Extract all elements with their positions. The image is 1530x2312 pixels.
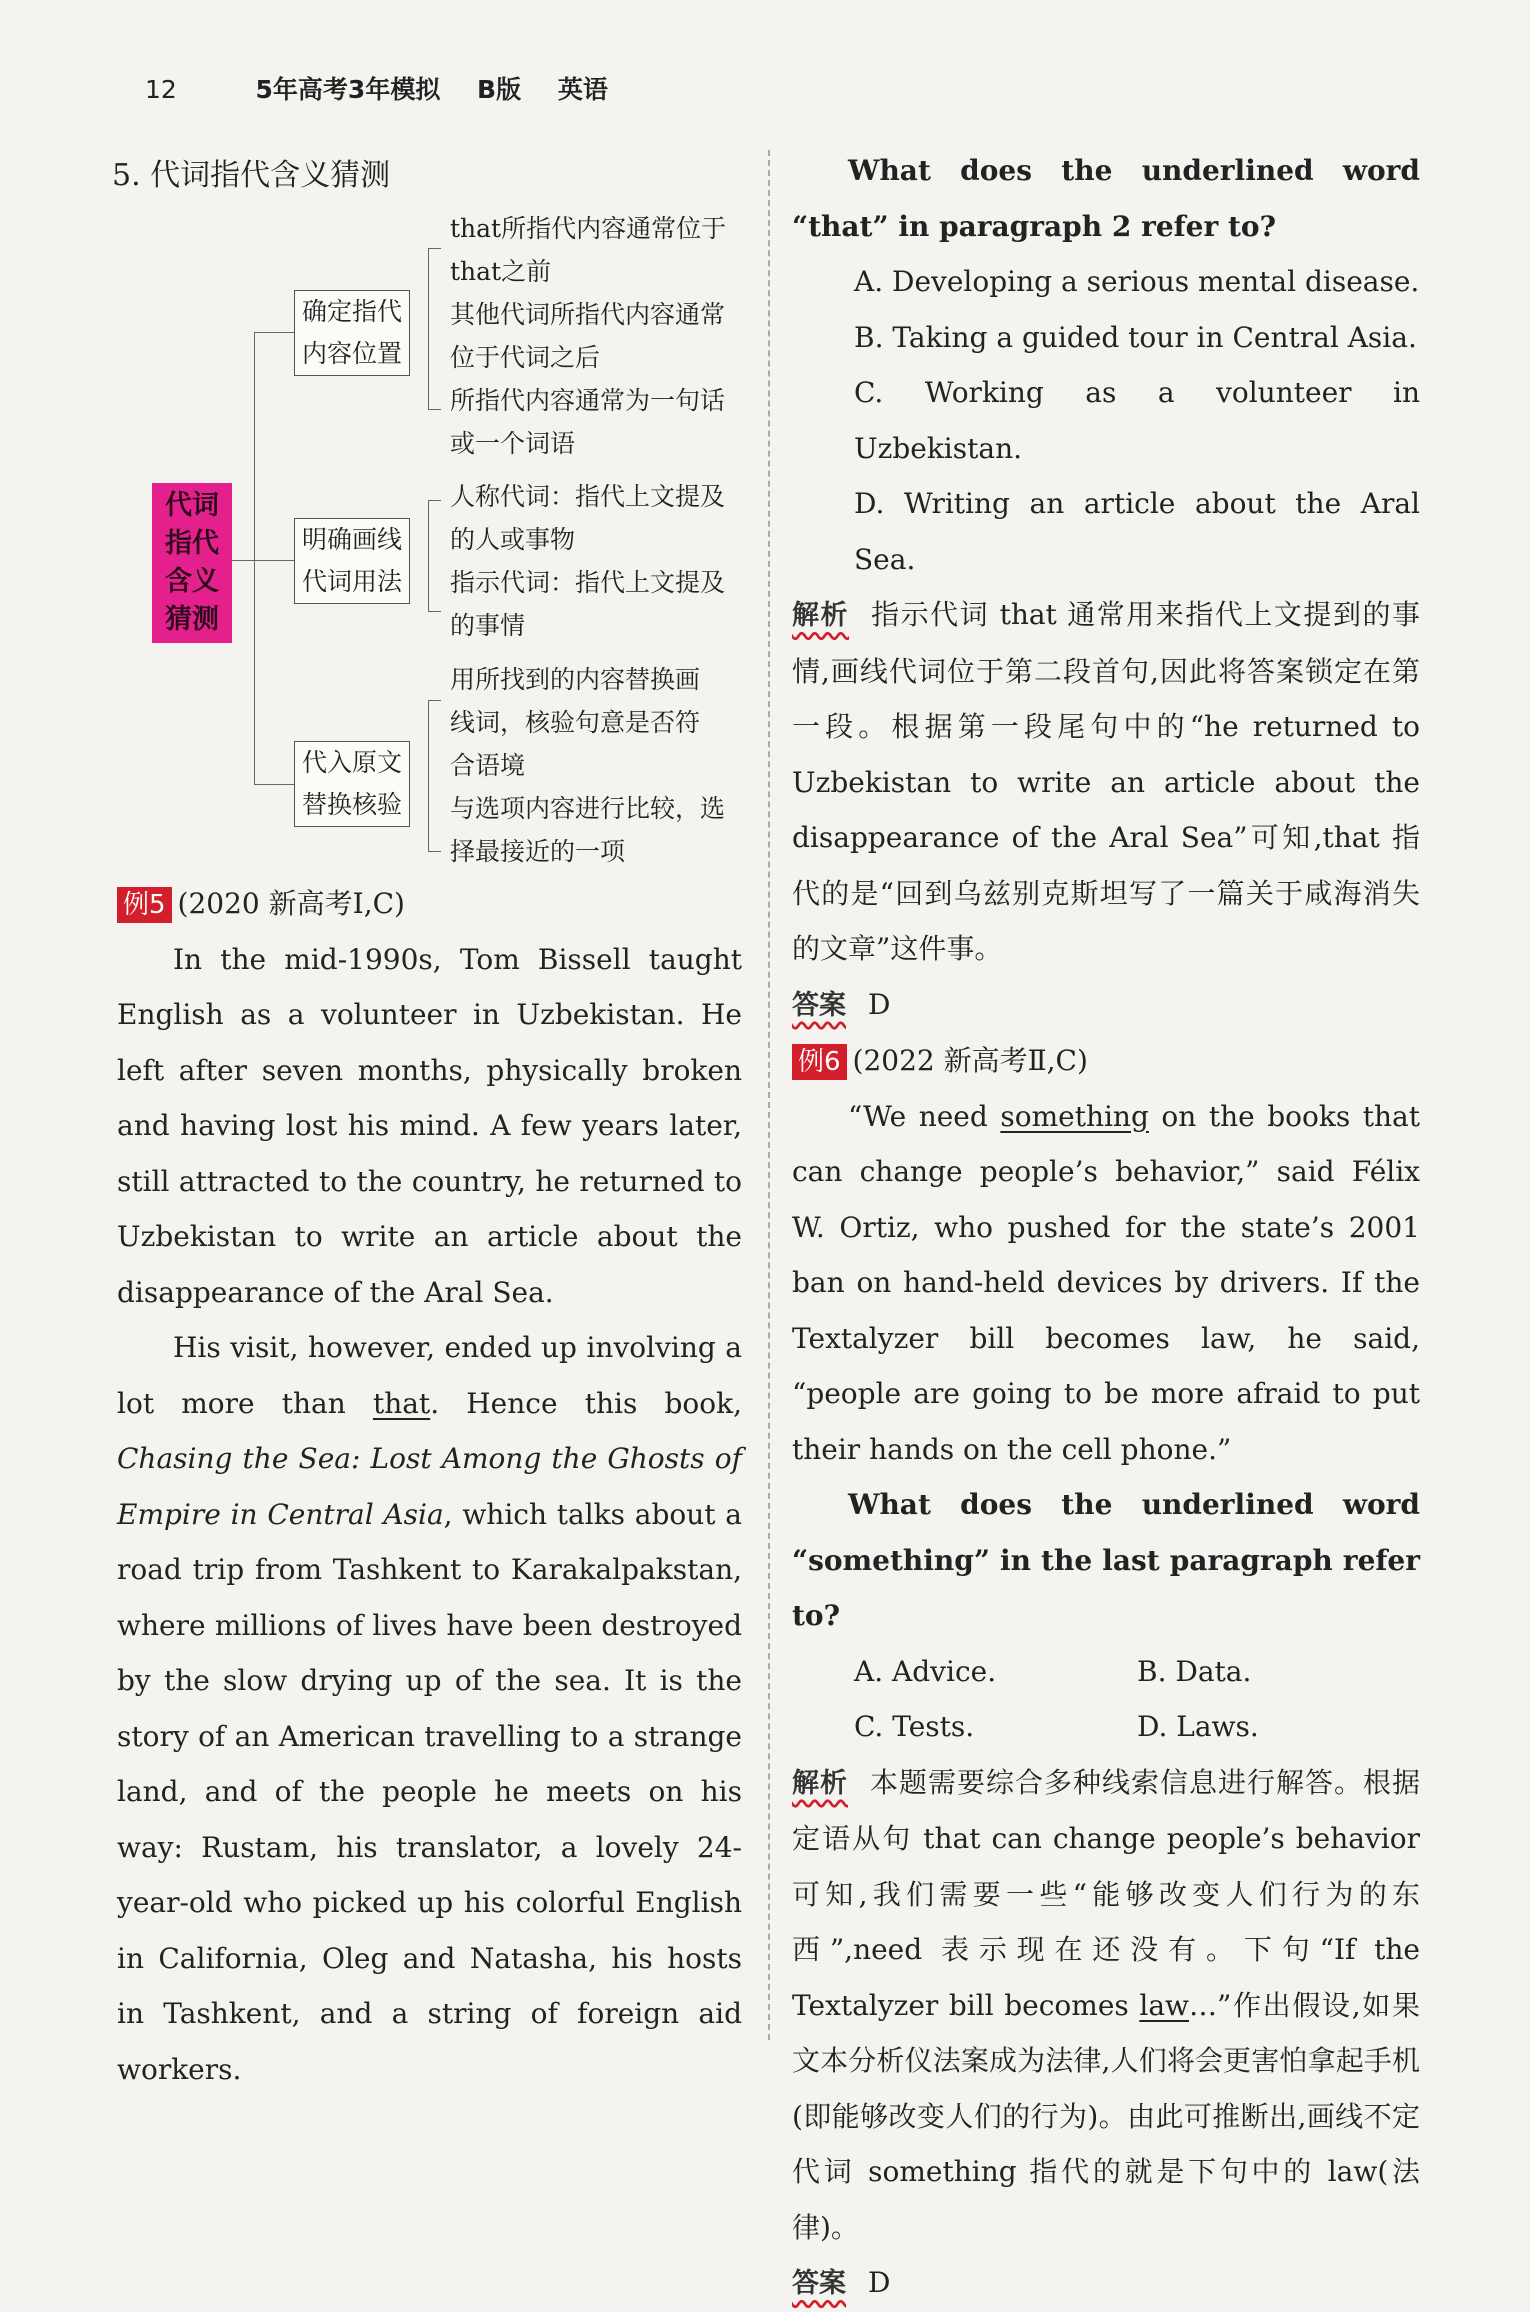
option-d: D. Writing an article about the Aral Sea. — [854, 487, 1420, 576]
example6-label: 例6 — [792, 1044, 847, 1080]
option-row — [792, 1644, 1420, 1700]
book-title-italic: Chasing the Sea: Lost Among the Ghosts of Empire in Central Asia — [117, 1442, 742, 1531]
leaf-line: 线词，核验句意是否符 — [450, 708, 701, 737]
analysis-tag: 解析 — [792, 600, 850, 631]
mindmap-root — [152, 483, 232, 643]
example5-answer — [792, 977, 1420, 1034]
connector — [232, 560, 254, 561]
example6-source: (2022 新高考Ⅱ,C) — [852, 1044, 1088, 1077]
root-line: 代词 — [165, 490, 219, 521]
branch-label: 内容位置 — [301, 339, 402, 368]
analysis-text: …”作出假设,如果文本分析仪法案成为法律,人们将会更害怕拿起手机(即能够改变人们的行为)。由此可推断出,画线不定代词 something 指代的就是下句中的 law(法律)。 — [792, 1988, 1420, 2244]
example5-source: (2020 新高考Ⅰ,C) — [177, 887, 405, 920]
brace — [428, 248, 441, 410]
text-run: . Hence this book, — [430, 1386, 742, 1420]
root-line: 指代 — [165, 528, 219, 559]
example6-question: What does the underlined word “something” in the last paragraph refer to? — [792, 1488, 1420, 1632]
example5-analysis — [792, 587, 1420, 977]
example5-question: What does the underlined word “that” in paragraph 2 refer to? — [792, 154, 1420, 243]
leaf-line: 位于代词之后 — [450, 343, 601, 372]
leaf-line: 合语境 — [450, 751, 526, 780]
branch-label: 替换核验 — [301, 790, 402, 819]
example5-passage — [117, 876, 742, 2097]
example5-paragraph-1: In the mid-1990s, Tom Bissell taught English as a volunteer in Uzbekistan. He left after seven months, physically broken and having lost his mind. A few years later, still attracted to the country, he returned to Uzbekistan to write an article about the disappearance of the Aral Sea. — [117, 942, 742, 1309]
option-c: C. Tests. — [854, 1710, 975, 1743]
answer-value: D — [868, 2266, 891, 2299]
leaf-item — [450, 787, 750, 873]
leaf-line: 其他代词所指代内容通常 — [450, 300, 726, 329]
leaf-item — [450, 475, 750, 561]
example5-paragraph-2 — [117, 1320, 742, 2097]
page-number: 12 — [145, 75, 177, 104]
leaf-line: 或一个词语 — [450, 429, 576, 458]
text-run: His visit, however, ended up involving a lot more than — [117, 1331, 742, 1420]
branch-label: 代入原文 — [301, 748, 402, 777]
answer-tag: 答案 — [792, 2268, 846, 2299]
branch-label: 确定指代 — [301, 297, 402, 326]
option-b: B. Data. — [1137, 1654, 1252, 1688]
answer-tag: 答案 — [792, 989, 846, 1021]
answer-value: D — [868, 987, 891, 1021]
leaf-line: 所指代内容通常为一句话 — [450, 386, 726, 415]
analysis-text: 指示代词 that 通常用来指代上文提到的事情,画线代词位于第二段首句,因此将答案锁定在第一段。根据第一段尾句中的“he returned to Uzbekistan to write an article about the disappearance of the Aral Sea”可知,that 指代的是“回到乌兹别克斯坦写了一篇关于咸海消失的文章”这件事。 — [792, 598, 1421, 965]
option-a: A. Advice. — [854, 1654, 997, 1688]
connector — [254, 560, 294, 561]
leaf-line: 人称代词：指代上文提及 — [450, 482, 726, 511]
connector — [254, 332, 255, 784]
option-c: C. Working as a volunteer in Uzbekistan. — [854, 376, 1420, 465]
book-edition: B版 — [477, 75, 522, 104]
option-row — [792, 1699, 1420, 1755]
brace — [428, 500, 441, 612]
text-run: on the books that can change people’s behavior,” said Félix W. Ortiz, who pushed for the state’s 2001 ban on hand-held devices by drivers. If the Textalyzer bill becomes law, he said, “people are going to be more afraid to put their hands on the cell phone.” — [792, 1099, 1420, 1466]
branch-node — [294, 741, 410, 827]
brace — [428, 700, 441, 852]
option-d: D. Laws. — [1137, 1710, 1259, 1743]
leaf-item — [450, 293, 750, 379]
column-divider — [768, 150, 770, 2040]
leaf-line: 的人或事物 — [450, 525, 576, 554]
leaf-item — [450, 379, 750, 465]
leaf-item — [450, 207, 750, 293]
branch-node — [294, 518, 410, 604]
text-run: , which talks about a road trip from Tashkent to Karakalpakstan, where millions of lives have been destroyed by the slow drying up of the sea. It is the story of an American travelling to a strange land, and of the people he meets on his way: Rustam, his translator, a lovely 24-year-old who picked up his colorful English in California, Oleg and Natasha, his hosts in Tashkent, and a string of foreign aid workers. — [117, 1497, 742, 2086]
page-header — [145, 70, 608, 106]
analysis-text: 本题需要综合多种线索信息进行解答。根据定语从句 that can change people’s behavior 可知,我们需要一些“能够改变人们行为的东西”,need 表示现在还没有。下句“If the Textalyzer bill becomes — [792, 1765, 1420, 2022]
example6-heading — [792, 1033, 1420, 1089]
example5-label: 例5 — [117, 887, 172, 923]
leaf-line: 的事情 — [450, 611, 526, 640]
leaf-line: 指示代词：指代上文提及 — [450, 568, 726, 597]
leaf-line: that所指代内容通常位于 — [450, 214, 727, 243]
example6-analysis — [792, 1755, 1420, 2256]
underlined-something: something — [1000, 1099, 1149, 1133]
book-title: 5年高考3年模拟 — [255, 75, 441, 104]
text-run: “We need — [848, 1099, 1001, 1133]
option-a: A. Developing a serious mental disease. — [854, 265, 1420, 298]
branch-label: 代词用法 — [301, 567, 402, 596]
connector — [254, 332, 294, 333]
branch-node — [294, 290, 410, 376]
option-b: B. Taking a guided tour in Central Asia. — [854, 320, 1417, 354]
section-title: 5. 代词指代含义猜测 — [112, 158, 391, 193]
leaf-line: 择最接近的一项 — [450, 837, 626, 866]
analysis-tag: 解析 — [792, 1767, 848, 1799]
right-column — [792, 143, 1420, 2312]
leaf-line: 用所找到的内容替换画 — [450, 665, 701, 694]
example6-paragraph — [792, 1089, 1420, 1478]
branch-label: 明确画线 — [301, 525, 402, 554]
root-line: 含义 — [165, 566, 219, 597]
leaf-line: that之前 — [450, 257, 552, 286]
connector — [254, 784, 294, 785]
leaf-line: 与选项内容进行比较，选 — [450, 794, 726, 823]
root-line: 猜测 — [165, 604, 219, 635]
leaf-item — [450, 658, 750, 787]
underlined-law: law — [1139, 1988, 1189, 2022]
example6-answer — [792, 2255, 1420, 2312]
leaf-item — [450, 561, 750, 647]
example5-heading — [117, 876, 742, 932]
underlined-that: that — [372, 1386, 431, 1420]
book-subject: 英语 — [557, 75, 608, 104]
